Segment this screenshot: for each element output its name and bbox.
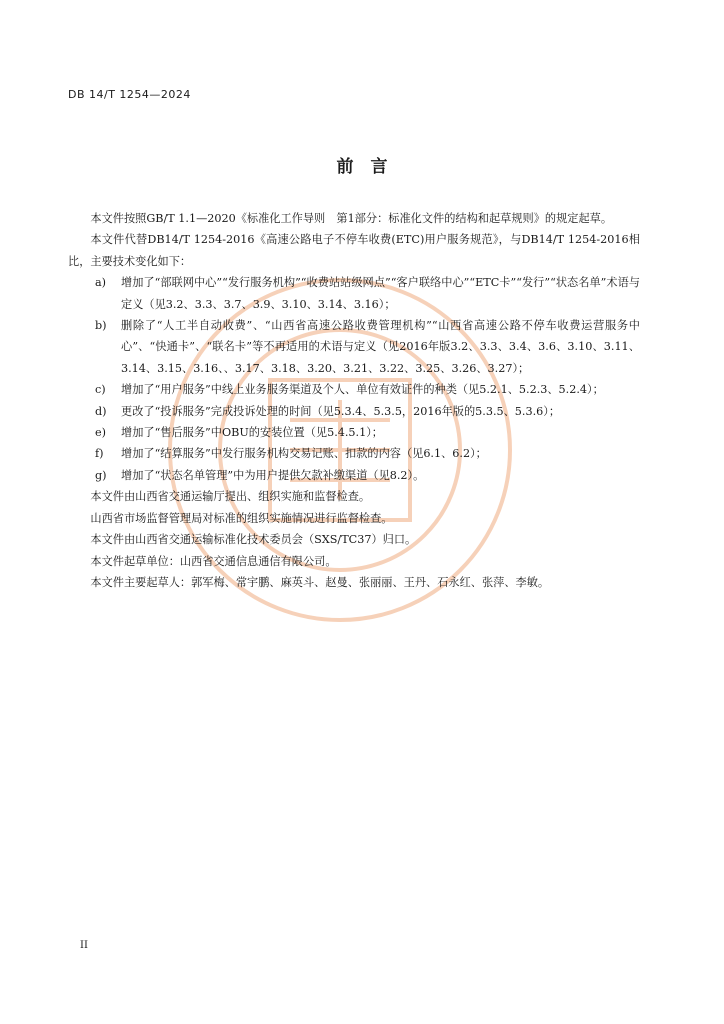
list-text: 更改了“投诉服务”完成投诉处理的时间（见5.3.4、5.3.5，2016年版的5.3.5、5.3.6）；: [121, 404, 561, 418]
changes-list: [68, 272, 640, 486]
list-item: [68, 315, 640, 379]
list-marker: c): [95, 383, 106, 397]
document-code: DB 14/T 1254—2024: [68, 88, 191, 101]
list-marker: g): [95, 468, 107, 482]
list-item: [68, 465, 640, 486]
list-text: 增加了“结算服务”中发行服务机构交易记账、扣款的内容（见6.1、6.2）；: [121, 447, 487, 461]
document-body: [68, 208, 640, 593]
paragraph-proposer: 本文件由山西省交通运输厅提出、组织实施和监督检查。: [90, 490, 371, 504]
paragraph-supervision: 山西省市场监督管理局对标准的组织实施情况进行监督检查。: [90, 511, 393, 525]
page-title: 前 言: [336, 157, 388, 177]
list-marker: f): [95, 447, 104, 461]
paragraph-drafting-basis: 本文件按照GB/T 1.1—2020《标准化工作导则 第1部分：标准化文件的结构和起草规则》的规定起草。: [90, 212, 613, 225]
paragraph-replacement: 本文件代替DB14/T 1254-2016《高速公路电子不停车收费(ETC)用户服务规范》，与DB14/T 1254-2016相比，主要技术变化如下：: [68, 233, 640, 268]
list-text: 增加了“用户服务”中线上业务服务渠道及个人、单位有效证件的种类（见5.2.1、5.2.3、5.2.4）；: [121, 383, 604, 397]
paragraph-committee: 本文件由山西省交通运输标准化技术委员会（SXS/TC37）归口。: [90, 533, 417, 547]
list-marker: b): [95, 319, 107, 333]
list-item: [68, 443, 640, 464]
list-marker: d): [95, 404, 107, 418]
list-marker: e): [95, 426, 106, 440]
list-marker: a): [95, 276, 107, 290]
list-text: 删除了“人工半自动收费”、“山西省高速公路收费管理机构”“山西省高速公路不停车收费运营服务中心”、“快通卡”、“联名卡”等不再适用的术语与定义（见2016年版3.2、3.3、3.4、3.6、3.10、3.11、3.14、3.15、3.16、、3.17、3.18、3.20、3.21、3.22、3.25、3.26、3.27）；: [121, 319, 640, 375]
list-item: [68, 422, 640, 443]
list-item: [68, 401, 640, 422]
list-text: 增加了“售后服务”中OBU的安装位置（见5.4.5.1）；: [121, 426, 383, 440]
paragraph-drafting-unit: 本文件起草单位：山西省交通信息通信有限公司。: [90, 554, 337, 568]
list-item: [68, 272, 640, 315]
list-text: 增加了“部联网中心”“发行服务机构”“收费站站级网点”“客户联络中心”“ETC卡”“发行”“状态名单”术语与定义（见3.2、3.3、3.7、3.9、3.10、3.14、3.16）；: [121, 276, 640, 311]
paragraph-drafters: 本文件主要起草人：郭军梅、常宇鹏、麻英斗、赵曼、张丽丽、王丹、石永红、张萍、李敏。: [90, 575, 550, 589]
list-item: [68, 379, 640, 400]
page-number: II: [80, 940, 88, 951]
list-text: 增加了“状态名单管理”中为用户提供欠款补缴渠道（见8.2）。: [121, 468, 425, 482]
